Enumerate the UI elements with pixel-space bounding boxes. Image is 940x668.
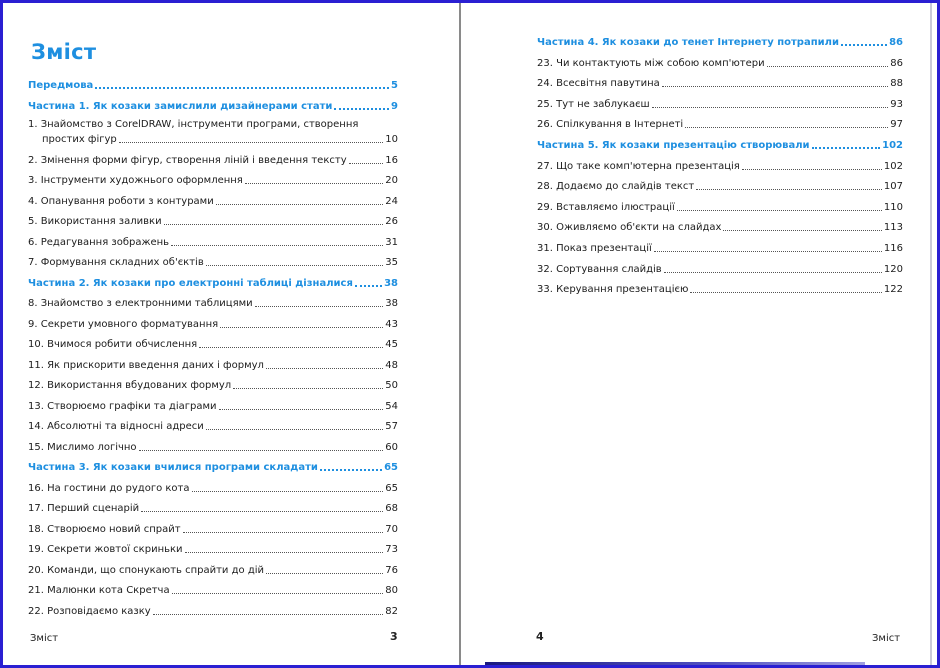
dot-leader (171, 244, 383, 246)
dot-leader (153, 613, 384, 615)
toc-page-number: 50 (385, 380, 398, 391)
toc-entry-label: 8. Знайомство з електронними таблицями (28, 298, 253, 309)
toc-entry-label-continued: простих фігур (42, 134, 117, 145)
toc-entry-label: 23. Чи контактують між собою комп'ютери (537, 57, 765, 69)
dot-leader (164, 223, 384, 225)
toc-page-number: 20 (385, 175, 398, 186)
dot-leader (266, 367, 383, 369)
toc-page-number: 43 (385, 318, 398, 330)
toc-page-number: 38 (384, 277, 398, 289)
toc-page-number: 110 (883, 201, 903, 213)
toc-entry-label: 21. Малюнки кота Скретча (28, 585, 170, 596)
toc-entry[interactable] (28, 541, 398, 556)
toc-page-number: 80 (385, 585, 398, 596)
toc-entry[interactable] (28, 213, 398, 228)
toc-entry[interactable] (537, 116, 903, 131)
toc-page-number: 102 (883, 160, 903, 172)
toc-entry[interactable] (28, 172, 398, 187)
toc-page-number: 54 (385, 400, 398, 412)
toc-entry-label: 18. Створюємо новий спрайт (28, 523, 181, 535)
toc-page-number: 88 (890, 78, 903, 90)
toc-entry-label: 16. На гостини до рудого кота (28, 482, 190, 494)
toc-entry[interactable] (28, 480, 398, 495)
dot-leader (696, 188, 882, 190)
toc-entry[interactable] (28, 254, 398, 269)
toc-entry[interactable] (537, 158, 903, 173)
page-spine-divider (459, 3, 461, 665)
dot-leader (677, 209, 882, 211)
toc-entry[interactable] (537, 55, 903, 70)
toc-page-number: 57 (385, 421, 398, 432)
page-bottom-shade (485, 662, 865, 665)
toc-entry-label: 25. Тут не заблукаєш (537, 98, 650, 110)
toc-part-heading[interactable] (28, 98, 398, 113)
dot-leader (206, 264, 384, 266)
dot-leader (233, 387, 383, 389)
toc-entry-label: 24. Всесвітня павутина (537, 78, 660, 90)
toc-entry-label: Частина 3. Як козаки вчилися програми складати (28, 462, 318, 473)
toc-page-number: 26 (385, 216, 398, 227)
toc-page-number: 93 (890, 98, 903, 110)
toc-entry-label: 14. Абсолютні та відносні адреси (28, 421, 204, 432)
toc-page-number: 10 (385, 134, 398, 145)
toc-page-number: 73 (385, 544, 398, 555)
toc-page-number: 82 (385, 605, 398, 617)
dot-leader (219, 408, 384, 410)
dot-leader (349, 162, 384, 164)
toc-entry-label: 9. Секрети умовного форматування (28, 318, 219, 330)
toc-entry-label: 5. Використання заливки (28, 216, 162, 227)
toc-page-number: 45 (385, 339, 398, 350)
toc-entry-label: 20. Команди, що спонукають спрайти до дій (28, 564, 265, 576)
toc-entry[interactable] (537, 240, 903, 255)
toc-entry-label: 22. Розповідаємо казку (28, 605, 151, 617)
toc-entry[interactable] (28, 357, 398, 372)
toc-page-number: 70 (385, 523, 398, 535)
toc-entry-label: 17. Перший сценарій (28, 503, 140, 514)
toc-entry[interactable] (537, 75, 903, 90)
toc-entry[interactable] (28, 582, 398, 597)
toc-page-number: 76 (385, 564, 398, 576)
toc-entry-label: 15. Мислимо логічно (28, 441, 137, 453)
toc-entry[interactable] (537, 219, 903, 234)
dot-leader (320, 468, 382, 471)
toc-entry[interactable] (28, 603, 398, 618)
toc-entry[interactable] (28, 439, 398, 454)
toc-entry[interactable] (28, 562, 398, 577)
dot-leader (652, 106, 889, 108)
toc-entry-label: 1. Знайомство з CorelDRAW, інструменти програми, створення (28, 119, 359, 130)
toc-page-number: 120 (883, 263, 903, 275)
dot-leader (723, 229, 881, 231)
toc-entry-label: 32. Сортування слайдів (537, 263, 662, 275)
toc-page-number: 97 (890, 119, 903, 131)
toc-entry[interactable] (537, 199, 903, 214)
page-number-left: 3 (390, 630, 398, 643)
toc-entry-label: Частина 4. Як козаки до тенет Інтернету потрапили (537, 37, 839, 48)
toc-entry[interactable] (28, 152, 398, 167)
dot-leader (192, 490, 384, 492)
toc-page-number: 86 (890, 57, 903, 69)
toc-entry-label: 31. Показ презентації (537, 243, 652, 254)
toc-entry-label: Частина 1. Як козаки замислили дизайнерами стати (28, 100, 333, 112)
toc-entry[interactable] (28, 521, 398, 536)
toc-page-number: 107 (883, 181, 903, 193)
toc-page-number: 35 (385, 257, 398, 268)
toc-entry[interactable] (28, 398, 398, 413)
toc-page-number: 65 (385, 482, 398, 494)
dot-leader (690, 291, 882, 293)
page-edge (930, 3, 932, 665)
dot-leader (685, 126, 888, 128)
toc-entry-label: 2. Змінення форми фігур, створення ліній і введення тексту (28, 154, 347, 166)
dot-leader (767, 65, 889, 67)
toc-page-number: 16 (385, 154, 398, 166)
toc-part-heading[interactable] (28, 77, 398, 92)
left-page (3, 3, 459, 661)
toc-entry-label: 13. Створюємо графіки та діаграми (28, 400, 217, 412)
toc-page-number: 9 (391, 100, 398, 112)
toc-part-heading[interactable] (28, 275, 398, 290)
toc-entry-label: 30. Оживляємо об'єкти на слайдах (537, 222, 722, 234)
dot-leader (119, 141, 383, 143)
dot-leader (216, 203, 384, 205)
toc-entry[interactable] (28, 500, 398, 515)
toc-page-number: 102 (882, 140, 903, 151)
dot-leader (95, 86, 389, 89)
toc-entry-label: 3. Інструменти художнього оформлення (28, 175, 243, 186)
dot-leader (220, 326, 383, 328)
toc-entry[interactable] (537, 96, 903, 111)
toc-page-number: 65 (384, 462, 398, 473)
toc-entry[interactable] (28, 118, 398, 146)
toc-part-heading[interactable] (28, 459, 398, 474)
toc-entry[interactable] (28, 193, 398, 208)
toc-entry-label: Частина 2. Як козаки про електронні таблиці дізналися (28, 277, 353, 289)
dot-leader (841, 43, 887, 46)
dot-leader (334, 107, 389, 110)
toc-entry-label: 7. Формування складних об'єктів (28, 257, 204, 268)
toc-page-number: 38 (385, 298, 398, 309)
dot-leader (183, 531, 384, 533)
toc-entry[interactable] (28, 295, 398, 310)
toc-entry[interactable] (28, 316, 398, 331)
dot-leader (742, 168, 882, 170)
dot-leader (654, 250, 882, 252)
toc-page-number: 113 (883, 222, 903, 234)
dot-leader (355, 284, 382, 287)
toc-page-number: 48 (385, 359, 398, 371)
toc-page-number: 60 (385, 441, 398, 453)
toc-entry-label: Передмова (28, 80, 94, 91)
dot-leader (662, 85, 888, 87)
right-page (462, 3, 930, 661)
toc-page-number: 122 (883, 284, 903, 296)
toc-page-number: 31 (385, 236, 398, 248)
toc-part-heading[interactable] (537, 137, 903, 152)
toc-entry[interactable] (28, 234, 398, 249)
toc-entry[interactable] (537, 281, 903, 296)
dot-leader (245, 182, 383, 184)
page-title: Зміст (31, 40, 97, 64)
dot-leader (185, 551, 384, 553)
dot-leader (139, 449, 384, 451)
toc-entry-label: Частина 5. Як козаки презентацію створювали (537, 140, 810, 151)
toc-entry-label: 10. Вчимося робити обчислення (28, 339, 198, 350)
toc-entry[interactable] (537, 261, 903, 276)
footer-title-right: Зміст (872, 633, 901, 644)
toc-entry-label: 19. Секрети жовтої скриньки (28, 544, 183, 555)
toc-entry-label: 12. Використання вбудованих формул (28, 380, 232, 391)
dot-leader (199, 346, 383, 348)
toc-page-number: 116 (883, 243, 903, 254)
dot-leader (664, 271, 882, 273)
dot-leader (812, 146, 881, 149)
toc-entry-label: 6. Редагування зображень (28, 236, 170, 248)
toc-page-number: 86 (889, 37, 903, 48)
dot-leader (206, 428, 384, 430)
toc-entry[interactable] (28, 377, 398, 392)
page-number-right: 4 (536, 630, 544, 643)
toc-entry-label: 11. Як прискорити введення даних і формул (28, 359, 264, 371)
toc-entry-label: 28. Додаємо до слайдів текст (537, 181, 695, 193)
toc-page-number: 24 (385, 195, 398, 207)
dot-leader (266, 572, 383, 574)
toc-entry[interactable] (537, 178, 903, 193)
toc-entry-label: 29. Вставляємо ілюстрації (537, 201, 675, 213)
toc-entry-label: 26. Спілкування в Інтернеті (537, 119, 684, 131)
toc-entry[interactable] (28, 418, 398, 433)
dot-leader (172, 592, 384, 594)
dot-leader (141, 510, 383, 512)
toc-entry[interactable] (28, 336, 398, 351)
dot-leader (255, 305, 384, 307)
toc-page-number: 68 (385, 503, 398, 514)
toc-page-number: 5 (391, 80, 398, 91)
footer-title-left: Зміст (30, 633, 59, 644)
toc-entry-label: 33. Керування презентацією (537, 284, 689, 296)
toc-entry-label: 4. Опанування роботи з контурами (28, 195, 214, 207)
toc-entry-label: 27. Що таке комп'ютерна презентація (537, 160, 740, 172)
toc-part-heading[interactable] (537, 34, 903, 49)
